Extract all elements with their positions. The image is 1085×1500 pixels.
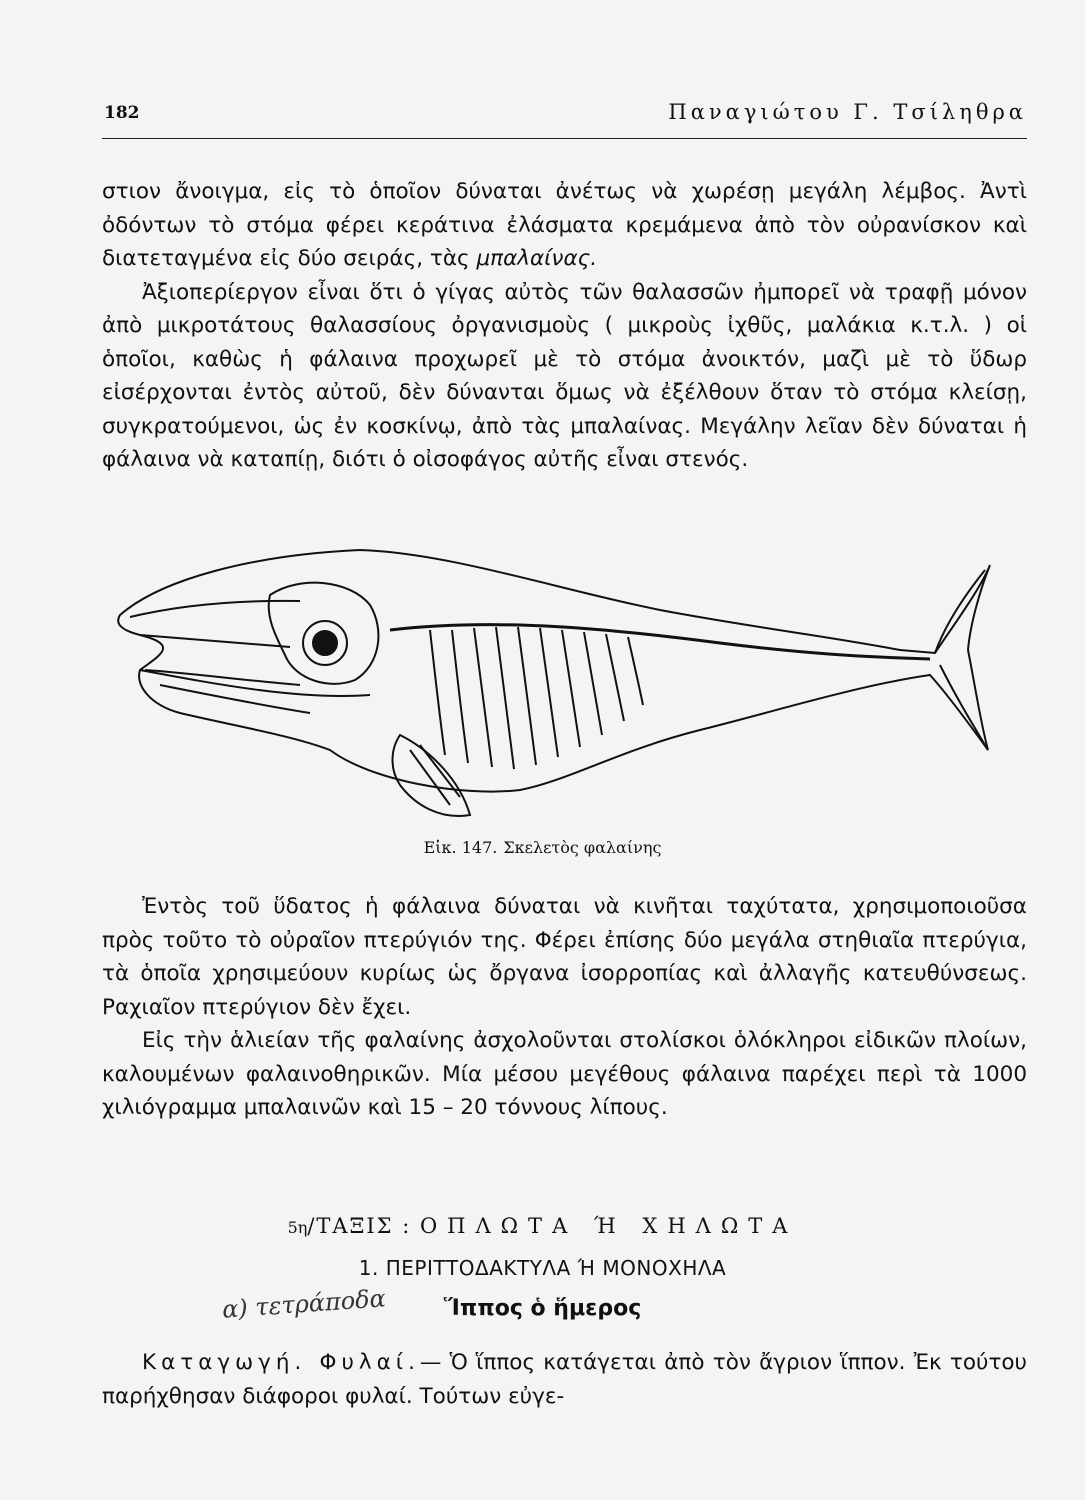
text-block-bottom — [102, 1346, 1027, 1413]
figure-label: Εἰκ. 147. — [423, 838, 498, 857]
handwritten-note: α) τετράποδα — [221, 1284, 387, 1324]
figure-caption — [0, 838, 1085, 857]
order-word: ΤΑΞΙΣ : — [316, 1214, 412, 1238]
order-prefix: 5η — [287, 1218, 308, 1237]
section-order-heading: 5η/ΤΑΞΙΣ : ΟΠΛΩΤΑ Ή ΧΗΛΩΤΑ — [287, 1214, 798, 1238]
order-name: ΟΠΛΩΤΑ Ή ΧΗΛΩΤΑ — [419, 1214, 798, 1238]
whale-skeleton-illustration — [100, 535, 1000, 830]
paragraph-1-emphasis: μπαλαίνας. — [476, 246, 598, 271]
paragraph-4: Εἰς τὴν ἁλιείαν τῆς φαλαίνης ἀσχολοῦνται στολίσκοι ὁλόκληροι εἰδικῶν πλοίων, καλουμένων φαλαινοθηρικῶν. Μία μέσου μεγέθους φάλαινα παρέχει περὶ τὰ 1000 χιλιόγραμμα μπαλαινῶν καὶ 15 – 20 τόννους λίπους. — [102, 1028, 1027, 1120]
paragraph-5-lead: Καταγωγή. Φυλαί. — [142, 1350, 420, 1375]
paragraph-1-text: στιον ἄνοιγμα, εἰς τὸ ὁποῖον δύναται ἀνέτως νὰ χωρέσῃ μεγάλη λέμβος. Ἀντὶ ὀδόντων τὸ στόμα φέρει κεράτινα ἐλάσματα κρεμάμενα ἀπὸ τὸν οὐρανίσκον καὶ διατεταγμένα εἰς δύο σειράς, τὰς — [102, 179, 1027, 271]
paragraph-2: Ἀξιοπερίεργον εἶναι ὅτι ὁ γίγας αὐτὸς τῶν θαλασσῶν ἠμπορεῖ νὰ τραφῇ μόνον ἀπὸ μικροτάτους θαλασσίους ὀργανισμοὺς ( μικροὺς ἰχθῦς, μαλάκια κ.τ.λ. ) οἱ ὁποῖοι, καθὼς ἡ φάλαινα προχωρεῖ μὲ τὸ στόμα ἀνοικτόν, μαζὶ μὲ τὸ ὕδωρ εἰσέρχονται ἐντὸς αὐτοῦ, δὲν δύνανται ὅμως νὰ ἐξέλθουν ὅταν τὸ στόμα κλείσῃ, συγκρατούμενοι, ὡς ἐν κοσκίνῳ, ἀπὸ τὰς μπαλαίνας. Μεγάλην λεῖαν δὲν δύναται ἡ φάλαινα νὰ καταπίῃ, διότι ὁ οἰσοφάγος αὐτῆς εἶναι στενός. — [102, 279, 1027, 472]
figure-caption-text: Σκελετὸς φαλαίνης — [503, 838, 662, 857]
text-block-middle — [102, 890, 1027, 1125]
paragraph-5 — [102, 1346, 1027, 1413]
subsection-heading: 1. ΠΕΡΙΤΤΟΔΑΚΤΥΛΑ Ή ΜΟΝΟΧΗΛΑ — [358, 1256, 727, 1280]
paragraph-5-text: — Ὁ ἵππος κατάγεται ἀπὸ τὸν ἄγριον ἵππον. Ἐκ τούτου παρήχθησαν διάφοροι φυλαί. Τούτων εὐγε- — [102, 1350, 1027, 1409]
paragraph-1 — [102, 175, 1027, 276]
text-block-top — [102, 175, 1027, 477]
species-heading: Ἵππος ὁ ἥμερος — [443, 1296, 642, 1321]
page-number: 182 — [104, 103, 140, 123]
paragraph-3: Ἐντὸς τοῦ ὕδατος ἡ φάλαινα δύναται νὰ κινῆται ταχύτατα, χρησιμοποιοῦσα πρὸς τοῦτο τὸ οὐραῖον πτερύγιόν της. Φέρει ἐπίσης δύο μεγάλα στηθιαῖα πτερύγια, τὰ ὁποῖα χρησιμεύουν κυρίως ὡς ὄργανα ἰσορροπίας καὶ ἀλλαγῆς κατευθύνσεως. Ραχιαῖον πτερύγιον δὲν ἔχει. — [102, 894, 1027, 1020]
running-head: Παναγιώτου Γ. Τσίληθρα — [668, 100, 1027, 124]
header-rule — [102, 138, 1027, 139]
